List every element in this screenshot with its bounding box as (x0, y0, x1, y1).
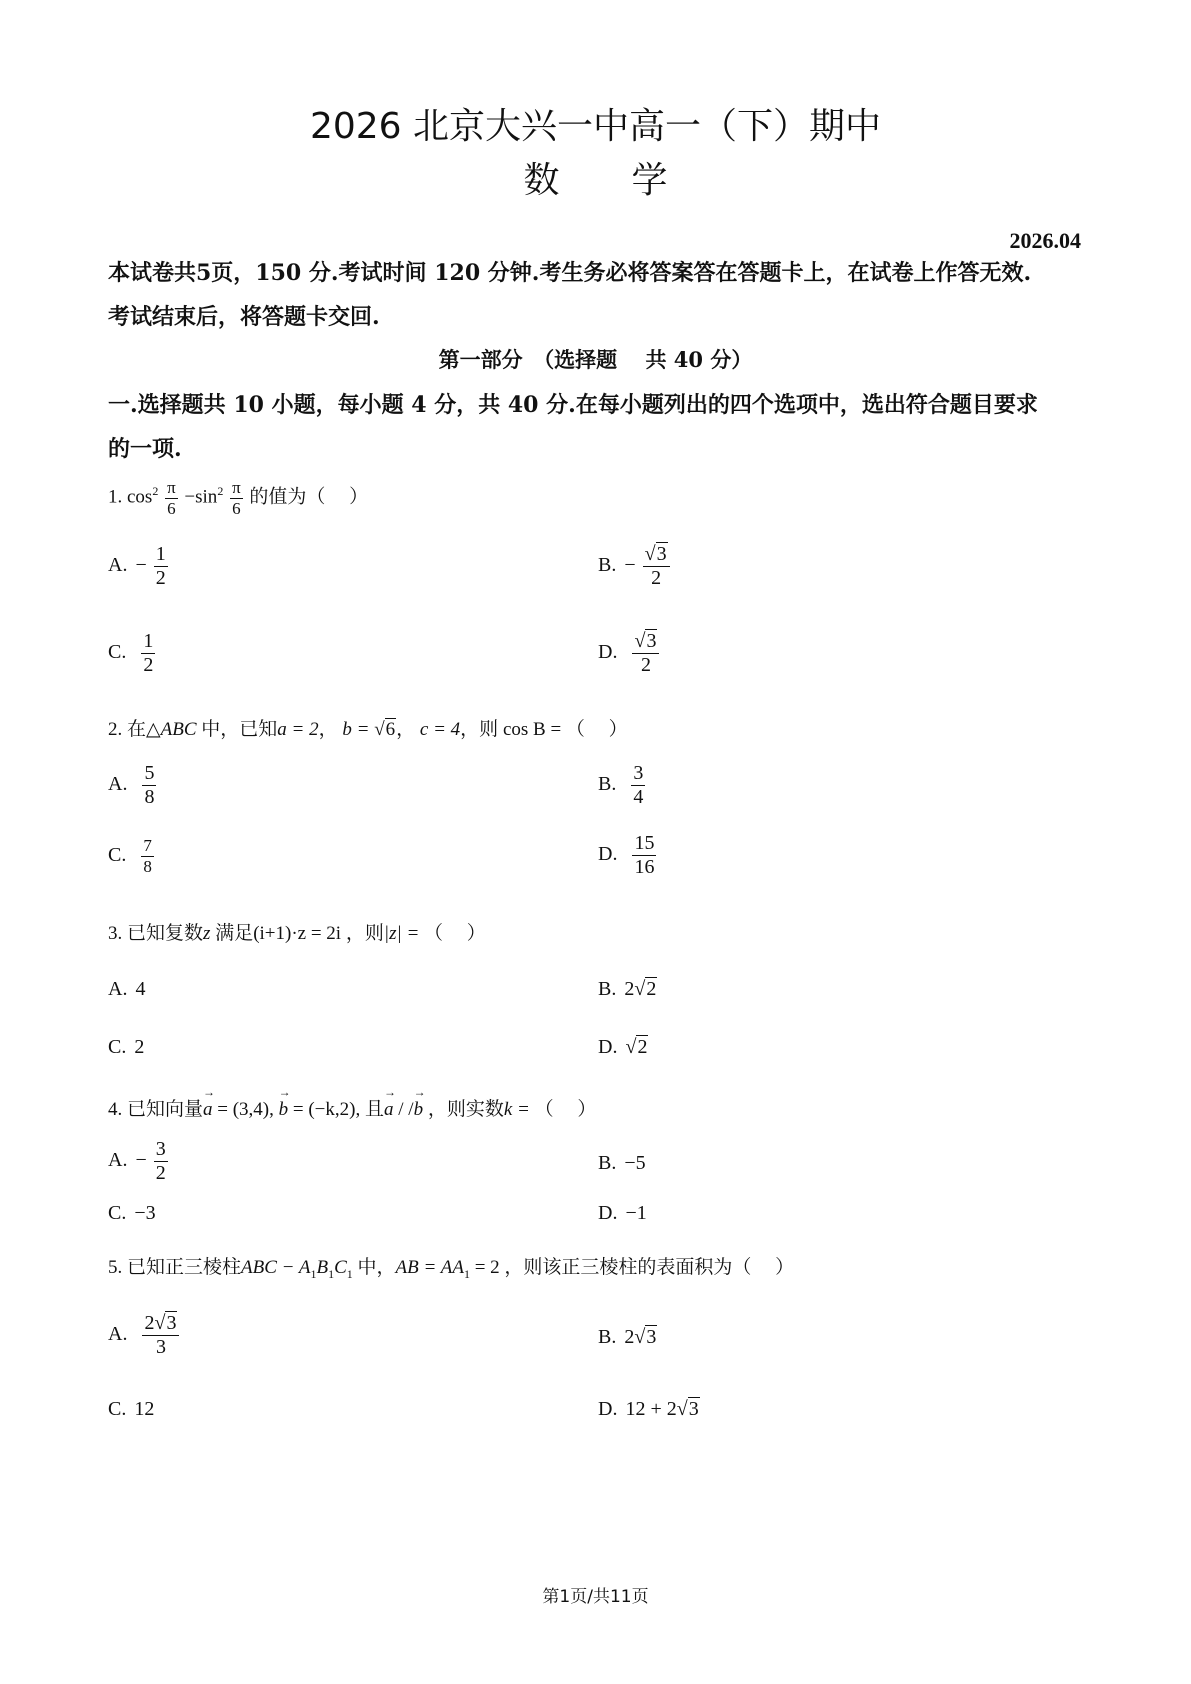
q3-option-a[interactable]: A. 4 (108, 978, 146, 1000)
q1-option-c[interactable]: C. $\frac{1}{2}$ (108, 630, 154, 676)
q3-option-d[interactable]: D. √2 (598, 1036, 648, 1058)
question-1: 1. $\cos^2$ $\frac{\pi}{6}$ $-\sin^2$ $\frac{\pi}{6}$ 的值为（ ） (108, 478, 369, 518)
q4-option-b[interactable]: B. −5 (598, 1152, 646, 1174)
q1-square: 2 (152, 484, 159, 499)
exam-title: 2026 北京大兴一中高一（下）期中 (309, 106, 882, 147)
part1-instruction-2: 的一项. (108, 436, 182, 462)
question-5: 5. 已知正三棱柱ABC − $A_1B_1C_1$ 中，AB = $AA_1 = 2$ ，则该正三棱柱的表面积为（ ） (108, 1257, 795, 1281)
subject-title: 数 学 (523, 160, 668, 201)
q1-option-b[interactable]: B. − $\frac{√3}{2}$ (598, 543, 672, 590)
q2-option-d[interactable]: D. $\frac{15}{16}$ (598, 832, 655, 878)
intro-line-2: 考试结束后，将答题卡交回. (108, 304, 380, 330)
question-4: 4. 已知向量→ a = (3,4), → b = (−k,2), 且→ a / /→ b ，则实数k = （ ） (108, 1094, 596, 1121)
q1-option-d[interactable]: D. $\frac{√3}{2}$ (598, 630, 661, 677)
q3-option-c[interactable]: C. 2 (108, 1036, 145, 1058)
q5-option-b[interactable]: B. 2√3 (598, 1326, 657, 1348)
q2-option-a[interactable]: A. $\frac{5}{8}$ (108, 762, 155, 808)
q4-option-a[interactable]: A. − $\frac{3}{2}$ (108, 1138, 166, 1184)
question-3: 3. 已知复数z 满足(i+1)·z = 2i ，则|z| = （ ） (108, 923, 486, 944)
q1-frac-2: $\frac{\pi}{6}$ (232, 478, 241, 518)
part1-heading: 第一部分 （选择题 共 40 分） (438, 347, 753, 372)
q2-option-b[interactable]: B. $\frac{3}{4}$ (598, 762, 644, 808)
part1-instruction-1: 一.选择题共 10 小题，每小题 4 分，共 40 分.在每小题列出的四个选项中，选出符合题目要求 (108, 392, 1038, 418)
q1-frac-1: $\frac{\pi}{6}$ (167, 478, 176, 518)
q1-option-a[interactable]: A. − $\frac{1}{2}$ (108, 543, 166, 589)
q4-option-d[interactable]: D. −1 (598, 1202, 647, 1224)
q2-option-c[interactable]: C. $\frac{7}{8}$ (108, 836, 152, 876)
question-2: 2. 在△ABC 中，已知a = 2， b = √6， c = 4，则 cos B = （ ） (108, 719, 628, 740)
page-footer: 第1页/共11页 (542, 1587, 649, 1607)
q5-option-c[interactable]: C. 12 (108, 1398, 155, 1420)
question-number: 1. (108, 486, 123, 508)
q1-tail: 的值为（ ） (249, 486, 369, 508)
intro-line-1: 本试卷共5页，150 分.考试时间 120 分钟.考生务必将答案答在答题卡上，在试卷上作答无效. (108, 260, 1032, 286)
q1-sin: −sin (184, 486, 218, 508)
q5-option-d[interactable]: D. 12 + 2√3 (598, 1398, 699, 1420)
q1-cos: cos (127, 486, 153, 508)
q3-option-b[interactable]: B. 2√2 (598, 978, 657, 1000)
q4-option-c[interactable]: C. −3 (108, 1202, 156, 1224)
q5-option-a[interactable]: A. $\frac{2√3}{3}$ (108, 1312, 181, 1359)
exam-date: 2026.04 (1009, 228, 1081, 253)
